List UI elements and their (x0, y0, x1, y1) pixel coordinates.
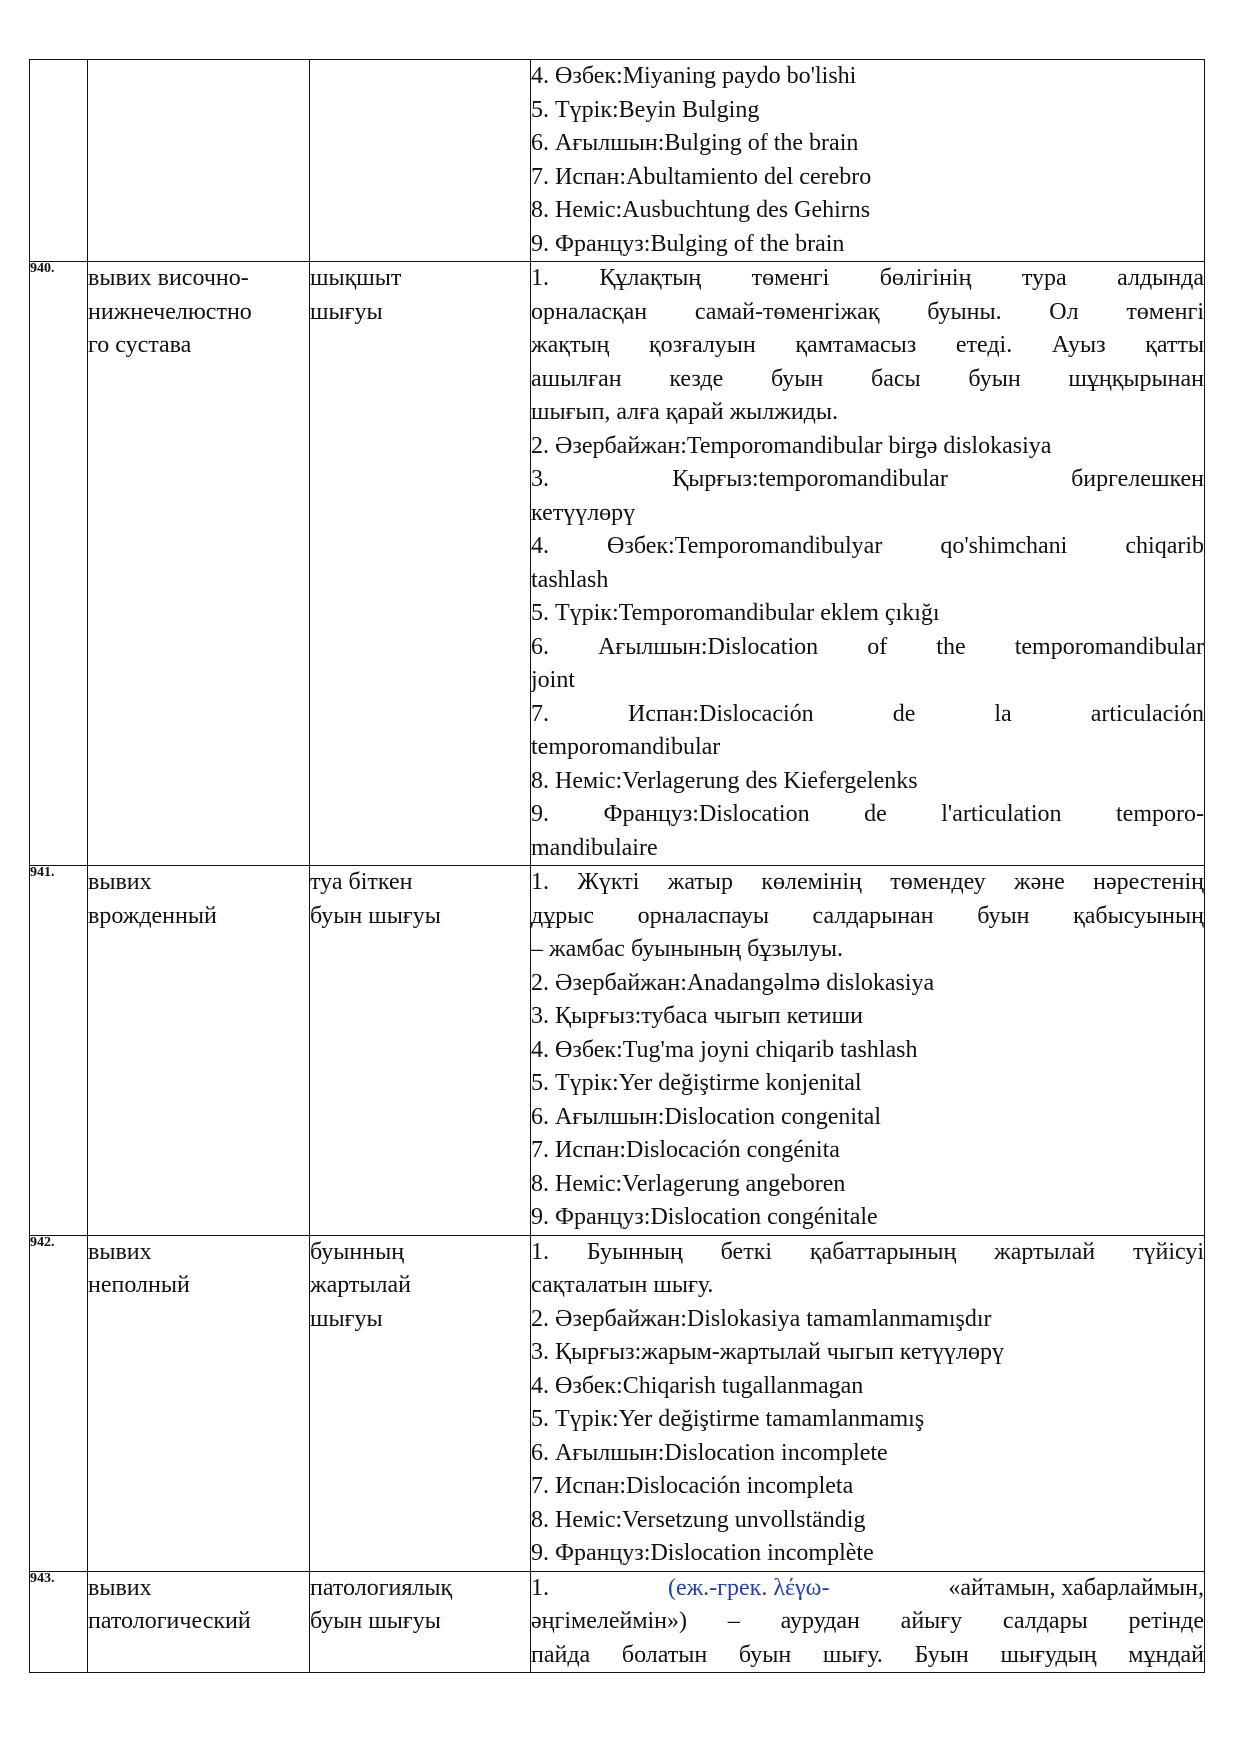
definition-line: – жамбас буынының бұзылуы. (531, 936, 844, 962)
definition-line: 6. Ағылшын:Dislocation congenital (531, 1103, 882, 1130)
russian-term (88, 262, 310, 866)
table-row (30, 60, 1205, 262)
definition-line: 4. Өзбек:Miyaning paydo bo'lishi (531, 63, 857, 89)
definition-line: ашылған кезде буын басы буын шұңқырынан (531, 365, 1204, 392)
dictionary-body (30, 60, 1205, 1673)
definition-line: joint (531, 667, 576, 693)
definition-line: 3. Қырғыз:жарым-жартылай чыгып кетүүлөрү (531, 1339, 1004, 1365)
definition-line: пайда болатын буын шығу. Буын шығудың мұндай (531, 1641, 1204, 1668)
russian-term (88, 1571, 310, 1673)
russian-term-line: неполный (88, 1272, 190, 1298)
definition-line: сақталатын шығу. (531, 1272, 714, 1298)
definition-cell (531, 1235, 1205, 1571)
definition-line: 8. Неміс:Ausbuchtung des Gehirns (531, 197, 871, 223)
kazakh-term-line: буын шығуы (310, 902, 441, 929)
russian-term-line: врожденный (88, 902, 217, 929)
definition-line: 4. Өзбек:Chiqarish tugallanmagan (531, 1372, 864, 1399)
definition-line: 6. Ағылшын:Dislocation incomplete (531, 1439, 888, 1466)
kazakh-term-line: шығуы (310, 298, 383, 325)
definition-line: 7. Испан:Abultamiento del cerebro (531, 163, 872, 190)
definition-cell (531, 60, 1205, 262)
definition-line: 1. Жүкті жатыр көлемінің төмендеу және нәрестенің (531, 869, 1204, 895)
definition-number: 1. (531, 1574, 549, 1601)
definition-line: 8. Неміс:Verlagerung des Kiefergelenks (531, 767, 918, 794)
kazakh-term-line: буынның (310, 1238, 405, 1265)
definition-cell (531, 262, 1205, 866)
kazakh-term-line: туа біткен (310, 869, 413, 895)
kazakh-term (310, 1571, 531, 1673)
definition-line: 9. Француз:Dislocation incomplète (531, 1540, 874, 1566)
table-row (30, 866, 1205, 1236)
etymology-reference[interactable]: (еж.-грек. λέγω- (667, 1574, 830, 1601)
entry-number: 940. (30, 262, 88, 866)
definition-line: 2. Әзербайжан:Temporomandibular birgə dislokasiya (531, 432, 1052, 459)
definition-line: 5. Түрік:Yer değiştirme konjenital (531, 1070, 862, 1096)
definition-line: әңгімелеймін») – аурудан айығу салдары ретінде (531, 1608, 1204, 1634)
definition-line: 3. Қырғыз:тубаса чыгып кетиши (531, 1003, 863, 1029)
russian-term (88, 866, 310, 1236)
table-row (30, 262, 1205, 866)
etymology-gloss: «айтамын, хабарлаймын, (948, 1574, 1204, 1601)
definition-line: 9. Француз:Dislocation congénitale (531, 1204, 878, 1230)
definition-line: 7. Испан:Dislocación de la articulación (531, 700, 1204, 727)
definition-first-line (531, 1572, 1204, 1606)
definition-line: 2. Әзербайжан:Anadangəlmə dislokasiya (531, 969, 935, 996)
entry-number: 941. (30, 866, 88, 1236)
kazakh-term-line: буын шығуы (310, 1608, 441, 1634)
definition-line: 9. Француз:Bulging of the brain (531, 230, 845, 257)
dictionary-table (29, 59, 1205, 1673)
kazakh-term (310, 262, 531, 866)
definition-line: 5. Түрік:Yer değiştirme tamamlanmamış (531, 1406, 925, 1432)
table-row (30, 1571, 1205, 1673)
russian-term (88, 60, 310, 262)
definition-line: 5. Түрік:Beyin Bulging (531, 96, 760, 123)
table-row (30, 1235, 1205, 1571)
russian-term-line: патологический (88, 1608, 251, 1634)
definition-line: 2. Әзербайжан:Dislokasiya tamamlanmamışdır (531, 1305, 992, 1332)
definition-line: 7. Испан:Dislocación congénita (531, 1137, 840, 1163)
entry-number (30, 60, 88, 262)
kazakh-term-line: шықшыт (310, 265, 402, 291)
definition-cell (531, 866, 1205, 1236)
kazakh-term (310, 866, 531, 1236)
definition-line: орналасқан самай-төменгіжақ буыны. Ол төменгі (531, 298, 1204, 325)
definition-cell (531, 1571, 1205, 1673)
kazakh-term (310, 60, 531, 262)
kazakh-term-line: шығуы (310, 1305, 383, 1332)
kazakh-term (310, 1235, 531, 1571)
definition-line: 4. Өзбек:Tug'ma joyni chiqarib tashlash (531, 1036, 918, 1063)
definition-line: 5. Түрік:Temporomandibular eklem çıkığı (531, 600, 940, 626)
definition-line: mandibulaire (531, 834, 658, 861)
definition-line: tashlash (531, 566, 609, 593)
russian-term-line: вывих (88, 869, 152, 895)
definition-line: 1. Буынның беткі қабаттарының жартылай түйісуі (531, 1238, 1204, 1265)
russian-term-line: го сустава (88, 332, 192, 358)
definition-line: 4. Өзбек:Temporomandibulyar qo'shimchani chiqarib (531, 533, 1204, 559)
russian-term-line: вывих (88, 1238, 152, 1265)
definition-line: 1. Құлақтың төменгі бөлігінің тура алдында (531, 265, 1204, 291)
definition-line: 8. Неміс:Verlagerung angeboren (531, 1170, 846, 1197)
definition-line: 6. Ағылшын:Dislocation of the temporomandibular (531, 633, 1204, 660)
kazakh-term-line: патологиялық (310, 1574, 453, 1601)
definition-line: жақтың қозғалуын қамтамасыз етеді. Ауыз қатты (531, 332, 1204, 358)
definition-line: дұрыс орналаспауы салдарынан буын қабысуының (531, 902, 1204, 929)
definition-line: 6. Ағылшын:Bulging of the brain (531, 130, 859, 156)
definition-line: temporomandibular (531, 734, 721, 760)
definition-line: шығып, алға қарай жылжиды. (531, 399, 839, 425)
kazakh-term-line: жартылай (310, 1272, 412, 1298)
definition-line: кетүүлөрү (531, 499, 636, 526)
russian-term-line: вывих височно- (88, 265, 249, 291)
definition-line: 3. Қырғыз:temporomandibular биргелешкен (531, 466, 1204, 492)
definition-line: 8. Неміс:Versetzung unvollständig (531, 1506, 866, 1533)
russian-term-line: вывих (88, 1574, 152, 1601)
definition-line: 7. Испан:Dislocación incompleta (531, 1473, 854, 1499)
entry-number: 943. (30, 1571, 88, 1673)
definition-line: 9. Француз:Dislocation de l'articulation temporo- (531, 801, 1204, 827)
russian-term-line: нижнечелюстно (88, 298, 252, 325)
entry-number: 942. (30, 1235, 88, 1571)
russian-term (88, 1235, 310, 1571)
